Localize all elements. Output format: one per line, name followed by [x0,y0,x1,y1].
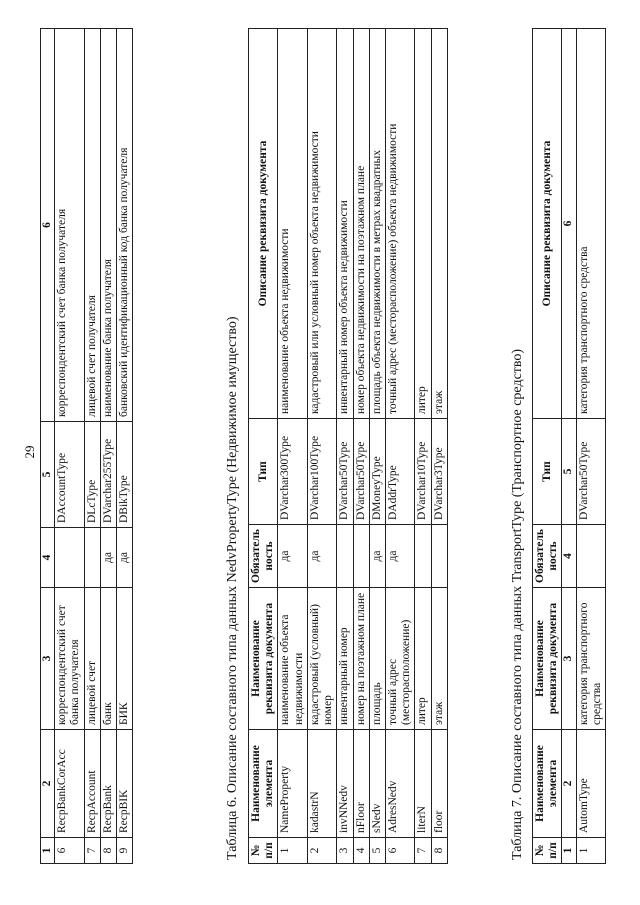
requisite-name: кадастровый (условный) номер [307,588,336,730]
description-cell: наименование банка получателя [100,29,116,422]
row-number: 8 [431,838,447,864]
required-flag: да [278,525,307,588]
type-cell: DAddrType [385,419,414,525]
table-row [84,29,100,864]
table-row [353,29,369,864]
type-cell: DVarchar50Type [576,419,605,525]
row-number: 1 [576,838,605,864]
table-header-row [533,29,562,864]
table-row [117,29,133,864]
required-flag [415,525,431,588]
table-row [278,29,307,864]
table-header-row [249,29,278,864]
required-flag: да [117,528,133,588]
requisite-name: площадь [369,588,385,730]
column-number: 6 [41,29,55,422]
column-number-row [41,29,55,864]
required-flag [353,525,369,588]
row-number: 1 [278,838,307,864]
column-number: 2 [41,730,55,838]
required-flag [431,525,447,588]
type-cell: DBikType [117,422,133,528]
required-flag: да [369,525,385,588]
description-cell: инвентарный номер объекта недвижимости [337,29,353,419]
column-header: № п/п [249,838,278,864]
table-row [431,29,447,864]
element-name: NameProperty [278,730,307,838]
type-cell: DMoneyType [369,419,385,525]
element-name: AutomType [576,730,605,838]
description-cell: точный адрес (месторасположение) объекта недвижимости [385,29,414,419]
element-name: sNedv [369,730,385,838]
row-number: 9 [117,838,133,864]
column-number: 6 [562,29,576,419]
required-flag [337,525,353,588]
table-row [100,29,116,864]
type-cell: DVarchar50Type [353,419,369,525]
element-name: nFloor [353,730,369,838]
type-cell: DVarchar255Type [100,422,116,528]
table-body [576,29,605,864]
column-header: № п/п [533,838,562,864]
description-cell: лицевой счет получателя [84,29,100,422]
column-number: 1 [41,838,55,864]
column-header: Тип [249,419,278,525]
table-body [278,29,447,864]
table-row [369,29,385,864]
requisite-name: точный адрес (месторасположение) [385,588,414,730]
table-row [307,29,336,864]
type-cell: DVarchar300Type [278,419,307,525]
column-header: Обязатель ность [533,525,562,588]
row-number: 6 [55,838,84,864]
row-number: 4 [353,838,369,864]
column-header: Наименование элемента [533,730,562,838]
table6-caption: Таблица 6. Описание составного типа данных NedvPropertyType (Недвижимое имущество) [225,316,240,860]
requisite-name: БИК [117,588,133,730]
document-page [10,22,630,882]
column-header: Описание реквизита документа [533,29,562,419]
column-header: Наименование реквизита документа [533,588,562,730]
description-cell: этаж [431,29,447,419]
column-number: 3 [562,588,576,730]
column-number-row [562,29,576,864]
row-number: 7 [415,838,431,864]
requisite-name: литер [415,588,431,730]
table-row [576,29,605,864]
column-number: 5 [562,419,576,525]
requisite-name: инвентарный номер [337,588,353,730]
description-cell: номер объекта недвижимости на поэтажном плане [353,29,369,419]
element-name: literN [415,730,431,838]
table-body [41,29,133,864]
type-cell: DVarchar100Type [307,419,336,525]
table-row [415,29,431,864]
required-flag [576,525,605,588]
element-name: RecpBank [100,730,116,838]
required-flag [84,528,100,588]
table-row [337,29,353,864]
description-cell: категория транспортного средства [576,29,605,419]
requisite-name: этаж [431,588,447,730]
column-header: Описание реквизита документа [249,29,278,419]
table6-nedv-property [248,28,448,864]
row-number: 3 [337,838,353,864]
type-cell: DVarchar3Type [431,419,447,525]
row-number: 8 [100,838,116,864]
requisite-name: корреспондентский счет банка получателя [55,588,84,730]
row-number: 2 [307,838,336,864]
required-flag: да [385,525,414,588]
requisite-name: номер на поэтажном плане [353,588,369,730]
type-cell: DVarchar10Type [415,419,431,525]
requisite-name: лицевой счет [84,588,100,730]
required-flag [55,528,84,588]
description-cell: наименование объекта недвижимости [278,29,307,419]
requisite-name: банк [100,588,116,730]
row-number: 5 [369,838,385,864]
table-row [385,29,414,864]
description-cell: корреспондентский счет банка получателя [55,29,84,422]
column-header: Наименование реквизита документа [249,588,278,730]
column-number: 4 [562,525,576,588]
column-number: 1 [562,838,576,864]
column-number: 2 [562,730,576,838]
element-name: RecpBIK [117,730,133,838]
column-header: Тип [533,419,562,525]
type-cell: DLcType [84,422,100,528]
element-name: invNNedv [337,730,353,838]
column-header: Наименование элемента [249,730,278,838]
column-number: 4 [41,528,55,588]
element-name: floor [431,730,447,838]
table7-transport [532,28,606,864]
element-name: RecpAccount [84,730,100,838]
column-number: 5 [41,422,55,528]
requisite-name: наименование объекта недвижимости [278,588,307,730]
column-number: 3 [41,588,55,730]
required-flag: да [100,528,116,588]
description-cell: литер [415,29,431,419]
element-name: AdresNedv [385,730,414,838]
required-flag: да [307,525,336,588]
type-cell: DAccountType [55,422,84,528]
table-bank-requisites [40,28,133,864]
type-cell: DVarchar50Type [337,419,353,525]
element-name: kadastrN [307,730,336,838]
row-number: 6 [385,838,414,864]
requisite-name: категория транспортного средства [576,588,605,730]
row-number: 7 [84,838,100,864]
element-name: RecpBankCorAcc [55,730,84,838]
table7-caption: Таблица 7. Описание составного типа данных TransportType (Транспортное средство) [510,348,525,860]
description-cell: банковский идентификационный код банка получателя [117,29,133,422]
description-cell: кадастровый или условный номер объекта недвижимости [307,29,336,419]
page-number: 29 [22,445,37,459]
table-row [55,29,84,864]
column-header: Обязатель ность [249,525,278,588]
description-cell: площадь объекта недвижимости в метрах квадратных [369,29,385,419]
